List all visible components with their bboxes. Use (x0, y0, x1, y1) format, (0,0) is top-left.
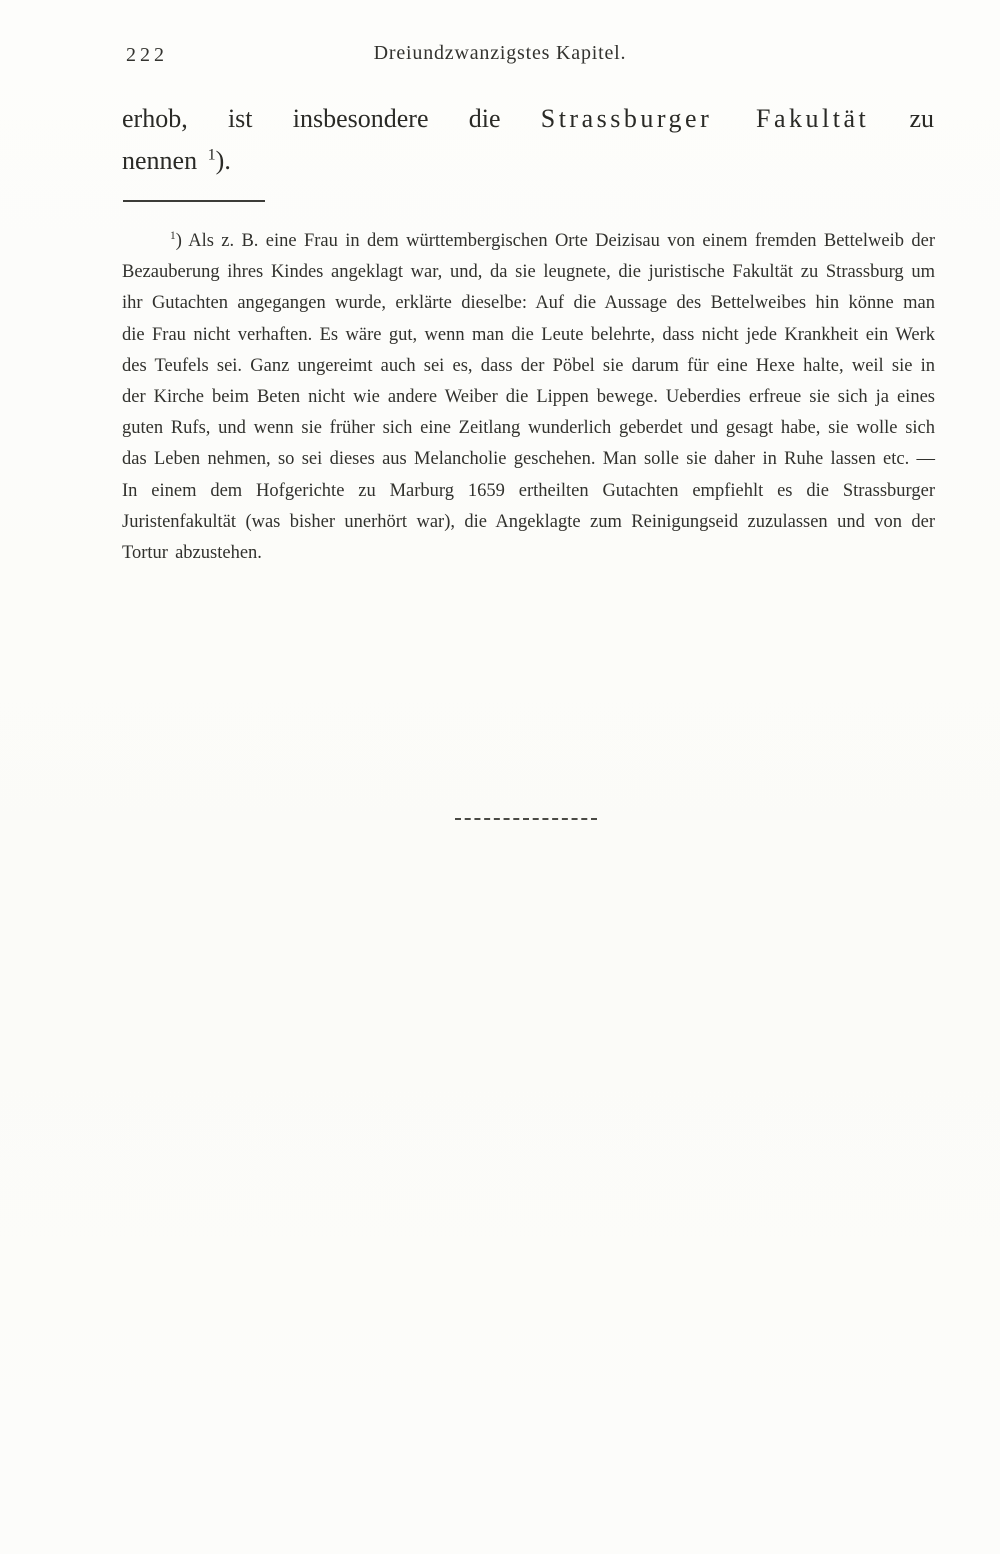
main-text-emphasis-spaced: Strassburger Fakultät (540, 104, 870, 133)
main-paragraph (122, 98, 934, 182)
main-paragraph-line-2 (122, 140, 934, 182)
page-number: 222 (126, 44, 168, 66)
footnote-text (122, 226, 935, 569)
main-text-prefix: erhob, ist insbesondere die (122, 104, 541, 133)
bottom-dashed-rule (455, 818, 597, 820)
footnote-separator-rule (123, 200, 265, 202)
footnote-marker-superscript: 1 (170, 229, 176, 242)
footnote-reference-superscript: 1 (207, 146, 216, 164)
main-text-suffix: zu (869, 104, 935, 133)
footnote-reference-close: ). (215, 146, 231, 175)
main-text-line2: nennen (122, 146, 208, 175)
footnote-body-text: Als z. B. eine Frau in dem württembergischen Orte Deizisau von einem fremden Bettelweib der Bezauberung ihres Kindes angeklagt war, und, da sie leugnete, die juristische Fakultät zu Strassburg um ihr Gutachten angegangen wurde, erklärte dieselbe: Auf die Aussage des Bettelweibes hin könne man die Frau nicht verhaften. Es wäre gut, wenn man die Leute belehrte, dass nicht jede Krankheit ein Werk des Teufels sei. Ganz ungereimt auch sei es, dass der Pöbel sie darum für eine Hexe halte, weil sie in der Kirche beim Beten nicht wie andere Weiber die Lippen bewege. Ueberdies erfreue sie sich ja eines guten Rufs, und wenn sie früher sich eine Zeitlang wunderlich geberdet und gesagt habe, sie wolle sich das Leben nehmen, so sei dieses aus Melancholie geschehen. Man solle sie daher in Ruhe lassen etc. — In einem dem Hofgerichte zu Marburg 1659 ertheilten Gutachten empfiehlt es die Strassburger Juristenfakultät (was bisher unerhört war), die Angeklagte zum Reinigungseid zuzulassen und von der Tortur abzustehen. (122, 231, 935, 564)
main-paragraph-line-1 (122, 98, 934, 140)
running-title: Dreiundzwanzigstes Kapitel. (373, 42, 627, 64)
footnote-marker-close: ) (175, 231, 189, 251)
